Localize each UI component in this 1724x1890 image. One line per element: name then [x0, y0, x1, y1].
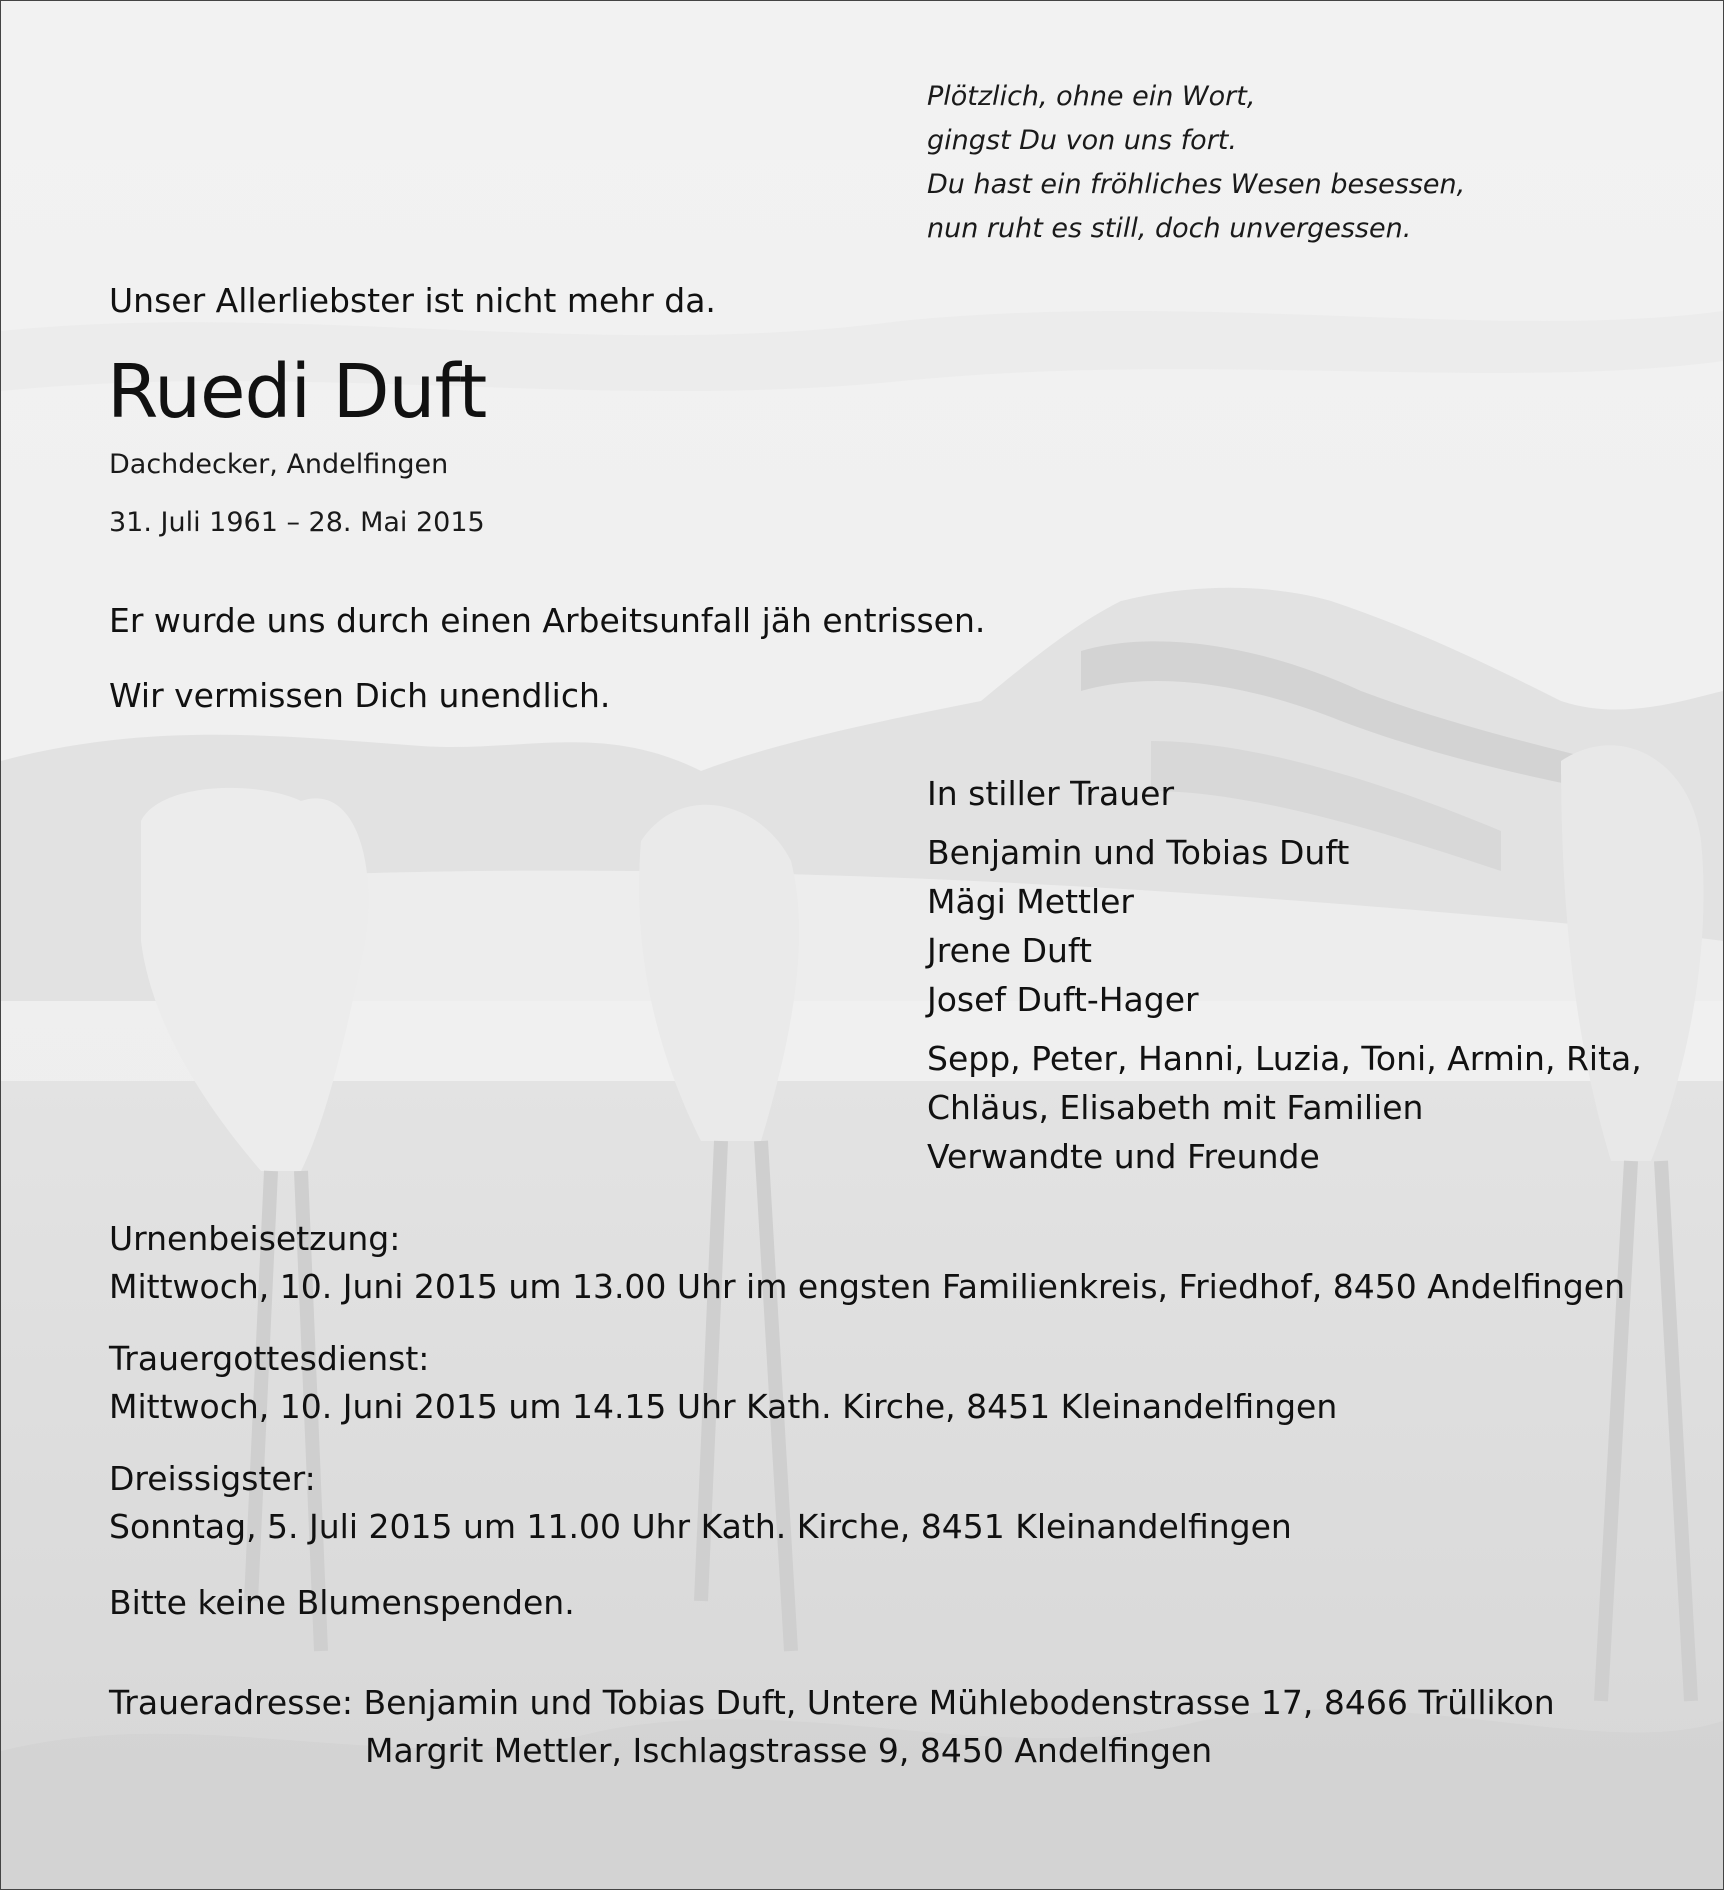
ceremony-schedule	[109, 1215, 1625, 1575]
mourner: Jrene Duft	[927, 931, 1092, 970]
event-thirtieth	[109, 1455, 1625, 1551]
address-label: Traueradresse:	[109, 1683, 354, 1722]
poem-line: gingst Du von uns fort.	[927, 125, 1237, 156]
address-line: Benjamin und Tobias Duft, Untere Mühlebodenstrasse 17, 8466 Trüllikon	[363, 1683, 1555, 1722]
mourner: Josef Duft-Hager	[927, 980, 1199, 1019]
poem-line: Du hast ein fröhliches Wesen besessen,	[927, 169, 1466, 200]
event-title: Dreissigster:	[109, 1459, 316, 1498]
deceased-profession: Dachdecker, Andelfingen	[109, 449, 449, 480]
event-title: Trauergottesdienst:	[109, 1339, 430, 1378]
poem	[927, 75, 1627, 251]
life-dates: 31. Juli 1961 – 28. Mai 2015	[109, 507, 485, 538]
event-detail: Sonntag, 5. Juli 2015 um 11.00 Uhr Kath. Kirche, 8451 Kleinandelfingen	[109, 1507, 1292, 1546]
mourner: Chläus, Elisabeth mit Familien	[927, 1088, 1424, 1127]
statement: Wir vermissen Dich unendlich.	[109, 676, 611, 715]
no-flowers-note: Bitte keine Blumenspenden.	[109, 1583, 575, 1622]
mourning-address	[109, 1679, 1555, 1775]
statement: Er wurde uns durch einen Arbeitsunfall jäh entrissen.	[109, 601, 986, 640]
address-line: Margrit Mettler, Ischlagstrasse 9, 8450 Andelfingen	[365, 1731, 1213, 1770]
event-burial	[109, 1215, 1625, 1311]
event-service	[109, 1335, 1625, 1431]
address-row-1	[109, 1679, 1555, 1727]
mourners-heading: In stiller Trauer	[927, 774, 1175, 813]
mourner: Mägi Mettler	[927, 882, 1134, 921]
intro-line: Unser Allerliebster ist nicht mehr da.	[109, 281, 716, 320]
poem-line: Plötzlich, ohne ein Wort,	[927, 81, 1256, 112]
mourners-list	[927, 769, 1642, 1181]
deceased-name: Ruedi Duft	[107, 349, 487, 435]
mourner: Sepp, Peter, Hanni, Luzia, Toni, Armin, Rita,	[927, 1039, 1642, 1078]
mourner: Benjamin und Tobias Duft	[927, 833, 1350, 872]
event-detail: Mittwoch, 10. Juni 2015 um 14.15 Uhr Kath. Kirche, 8451 Kleinandelfingen	[109, 1387, 1338, 1426]
mourner: Verwandte und Freunde	[927, 1137, 1320, 1176]
event-detail: Mittwoch, 10. Juni 2015 um 13.00 Uhr im engsten Familienkreis, Friedhof, 8450 Andelfingen	[109, 1267, 1626, 1306]
event-title: Urnenbeisetzung:	[109, 1219, 401, 1258]
poem-line: nun ruht es still, doch unvergessen.	[927, 213, 1412, 244]
